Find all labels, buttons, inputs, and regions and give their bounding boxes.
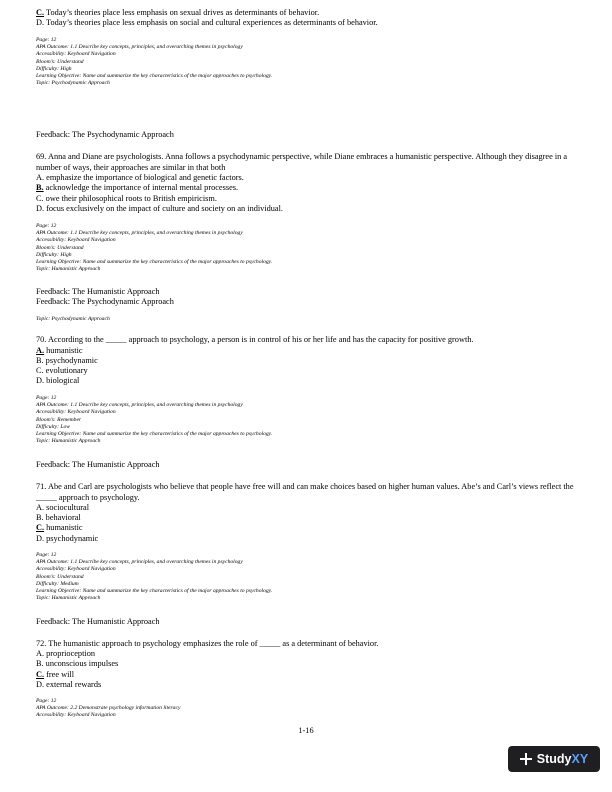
answer-option: C. humanistic — [36, 523, 83, 532]
answer-option: B. unconscious impulses — [36, 659, 119, 668]
answer-option: D. external rewards — [36, 680, 102, 689]
studyxy-badge[interactable] — [508, 746, 600, 772]
answer-option: D. Today’s theories place less emphasis on social and cultural experiences as determinants of behavior. — [36, 18, 378, 27]
question-metadata: Page: 12 APA Outcome: 1.1 Describe key concepts, principles, and overarching themes in psychology Accessibility: Keyboard Navigation Bloom’s: Remember Difficulty: Low Learning Objective: Name and summarize the key characteristics of the major approaches to psychology. Topic: Humanistic Approach — [36, 395, 273, 445]
answer-option: C. owe their philosophical roots to British empiricism. — [36, 194, 217, 203]
feedback: Feedback: The Humanistic Approach — [36, 287, 160, 296]
feedback: Feedback: The Psychodynamic Approach — [36, 297, 174, 306]
question-text: 69. Anna and Diane are psychologists. Anna follows a psychodynamic perspective, while Diane embraces a humanistic perspective. Although they disagree in a number of ways, their approaches are similar in that both — [36, 152, 568, 172]
page-number: 1-16 — [298, 726, 314, 735]
plus-icon — [520, 753, 532, 765]
answer-option: D. biological — [36, 376, 80, 385]
answer-option: A. proprioception — [36, 649, 95, 658]
question-metadata: Page: 12 APA Outcome: 2.2 Demonstrate psychology information literacy Accessibility: Keyboard Navigation — [36, 698, 181, 719]
question-metadata: Page: 12 APA Outcome: 1.1 Describe key concepts, principles, and overarching themes in psychology Accessibility: Keyboard Navigation Bloom’s: Understand Difficulty: High Learning Objective: Name and summarize the key characteristics of the major approaches to psychology. Topic: Humanistic Approach — [36, 223, 273, 273]
question-text: 72. The humanistic approach to psychology emphasizes the role of _____ as a determinant of behavior. — [36, 639, 379, 648]
answer-option: C. evolutionary — [36, 366, 88, 375]
question-metadata: Page: 12 APA Outcome: 1.1 Describe key concepts, principles, and overarching themes in psychology Accessibility: Keyboard Navigation Bloom’s: Understand Difficulty: Medium Learning Objective: Name and summarize the key characteristics of the major approaches to psychology. Topic: Humanistic Approach — [36, 552, 273, 602]
answer-option: C. Today’s theories place less emphasis on sexual drives as determinants of behavior. — [36, 8, 320, 17]
question-metadata: Page: 12 APA Outcome: 1.1 Describe key concepts, principles, and overarching themes in psychology Accessibility: Keyboard Navigation Bloom’s: Understand Difficulty: High Learning Objective: Name and summarize the key characteristics of the major approaches to psychology. Topic: Psychodynamic Approach — [36, 37, 273, 87]
answer-option: A. emphasize the importance of biological and genetic factors. — [36, 173, 244, 182]
answer-option: B. psychodynamic — [36, 356, 98, 365]
answer-option: B. acknowledge the importance of internal mental processes. — [36, 183, 239, 192]
feedback: Feedback: The Psychodynamic Approach — [36, 130, 174, 139]
feedback: Feedback: The Humanistic Approach — [36, 460, 160, 469]
topic-label: Topic: Psychodynamic Approach — [36, 316, 110, 322]
answer-option: B. behavioral — [36, 513, 81, 522]
answer-option: A. humanistic — [36, 346, 83, 355]
brand-name: StudyXY — [536, 752, 589, 766]
answer-option: C. free will — [36, 670, 75, 679]
question-text: 70. According to the _____ approach to psychology, a person is in control of his or her life and has the capacity for positive growth. — [36, 335, 474, 344]
feedback: Feedback: The Humanistic Approach — [36, 617, 160, 626]
answer-option: A. sociocultural — [36, 503, 89, 512]
answer-option: D. psychodynamic — [36, 534, 99, 543]
question-text: 71. Abe and Carl are psychologists who believe that people have free will and can make choices based on higher human values. Abe’s and Carl’s views reflect the _____ approach to psychology. — [36, 482, 574, 502]
answer-option: D. focus exclusively on the impact of culture and society on an individual. — [36, 204, 283, 213]
